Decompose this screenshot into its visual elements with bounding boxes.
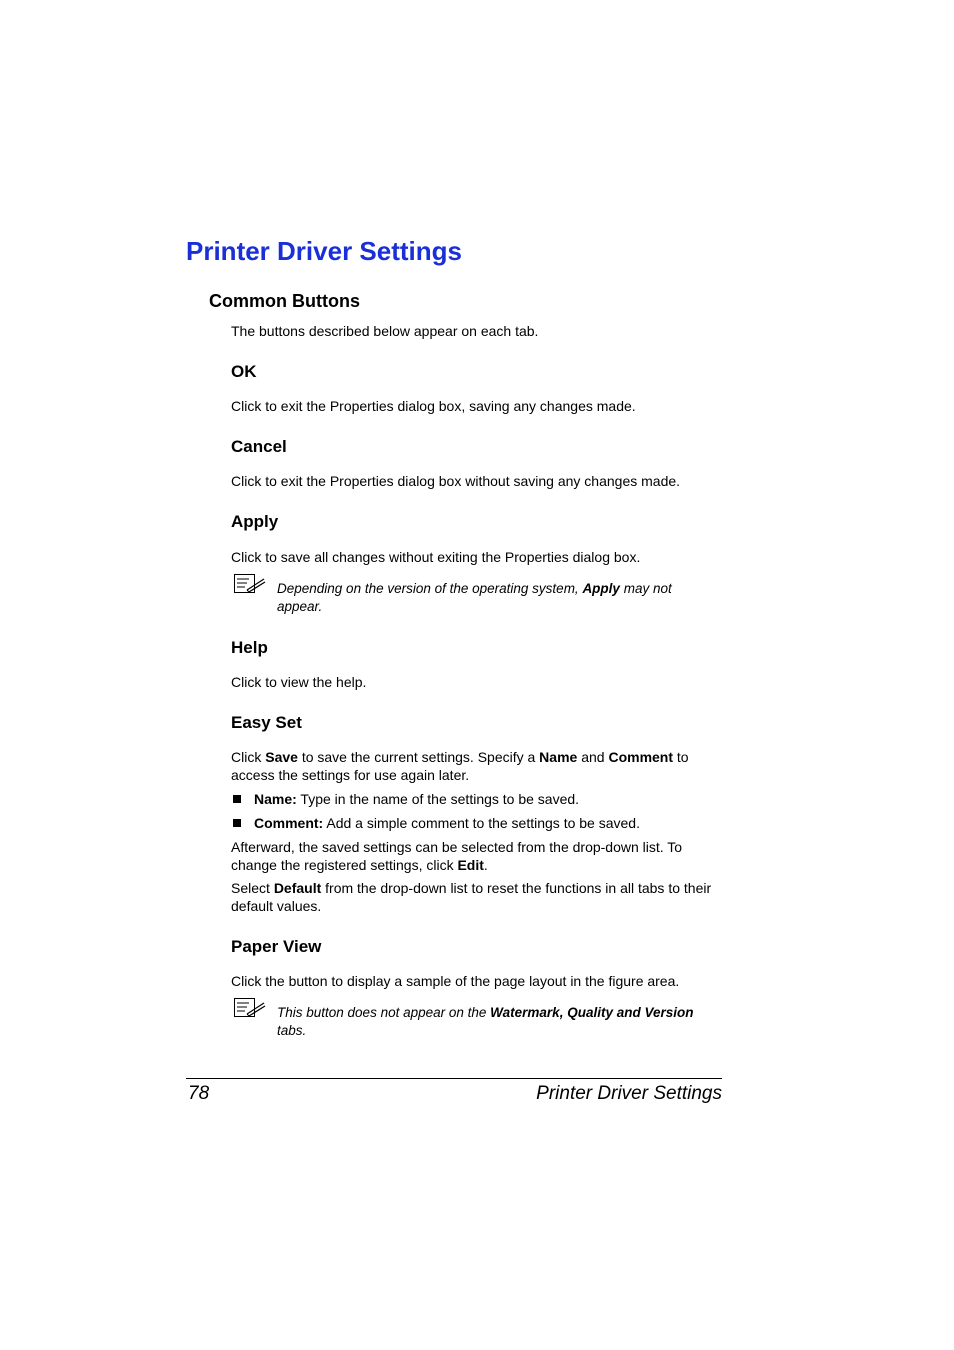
footer-divider	[186, 1078, 722, 1079]
bullet-square-icon	[233, 795, 241, 803]
heading-ok: OK	[231, 362, 257, 381]
easy-set-description: Click Save to save the current settings. Specify a Name and Comment to access the settings for use again later.	[231, 749, 689, 783]
apply-note: Depending on the version of the operating system, Apply may not appear.	[277, 581, 672, 614]
paper-view-note: This button does not appear on the Watermark, Quality and Version tabs.	[277, 1005, 694, 1038]
help-description: Click to view the help.	[231, 674, 367, 690]
ok-description: Click to exit the Properties dialog box, saving any changes made.	[231, 398, 636, 414]
easy-set-afterward: Afterward, the saved settings can be selected from the drop-down list. To change the registered settings, click Edit.	[231, 839, 683, 873]
note-pencil-icon	[233, 997, 267, 1019]
apply-description: Click to save all changes without exiting the Properties dialog box.	[231, 549, 641, 565]
list-item-name: Name: Type in the name of the settings to be saved.	[231, 790, 726, 808]
note-pencil-icon	[233, 573, 267, 595]
easy-set-default: Select Default from the drop-down list to reset the functions in all tabs to their default values.	[231, 880, 712, 914]
page-title: Printer Driver Settings	[186, 236, 462, 266]
page-number: 78	[188, 1083, 210, 1104]
intro-text: The buttons described below appear on each tab.	[231, 323, 539, 339]
cancel-description: Click to exit the Properties dialog box without saving any changes made.	[231, 473, 681, 489]
heading-paper-view: Paper View	[231, 937, 322, 956]
list-item-comment: Comment: Add a simple comment to the settings to be saved.	[231, 814, 726, 832]
footer-chapter-title: Printer Driver Settings	[536, 1083, 722, 1104]
heading-apply: Apply	[231, 512, 279, 531]
heading-easy-set: Easy Set	[231, 713, 302, 732]
section-title-common-buttons: Common Buttons	[209, 291, 360, 311]
bullet-square-icon	[233, 819, 241, 827]
paper-view-description: Click the button to display a sample of the page layout in the figure area.	[231, 973, 680, 989]
heading-help: Help	[231, 638, 268, 657]
heading-cancel: Cancel	[231, 437, 287, 456]
